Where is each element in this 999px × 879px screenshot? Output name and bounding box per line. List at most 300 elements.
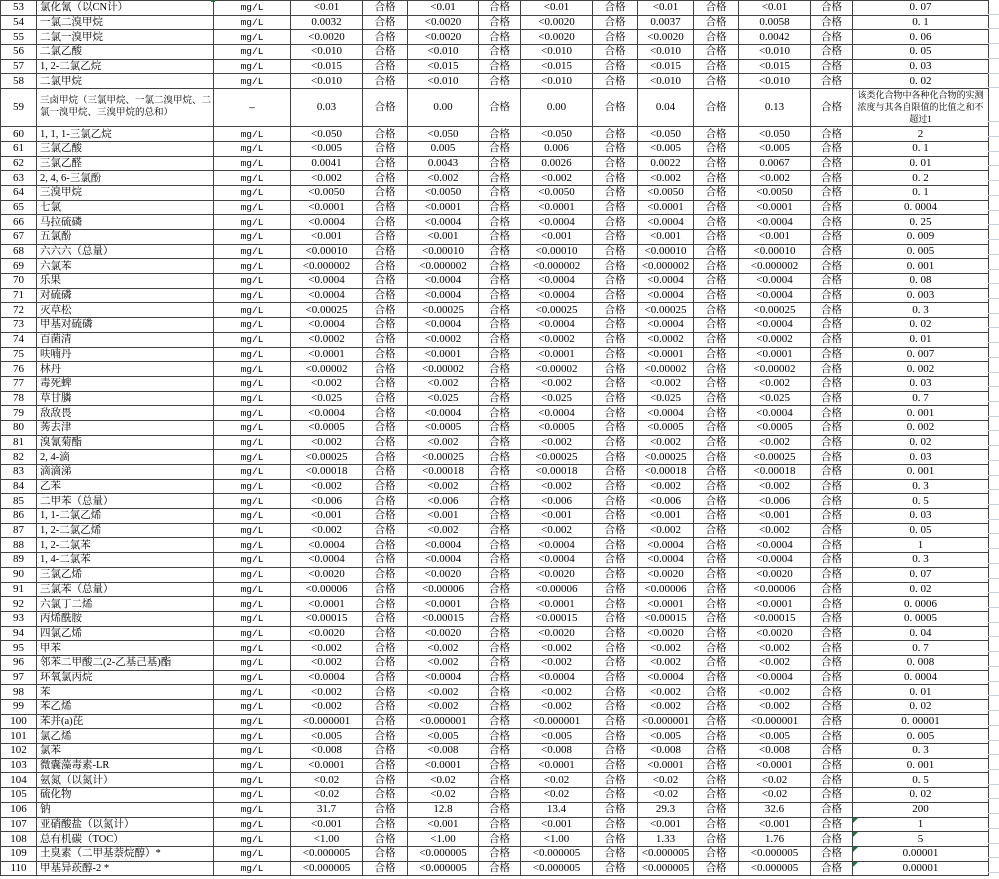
cell-pass-conclusion[interactable]: 合格	[694, 259, 739, 274]
cell-pass-conclusion[interactable]: 合格	[811, 729, 853, 744]
cell-measured-value[interactable]: <0.0004	[739, 318, 811, 333]
cell-pass-conclusion[interactable]: 合格	[479, 288, 521, 303]
cell-measured-value[interactable]: <0.0020	[291, 567, 363, 582]
cell-measured-value[interactable]: <0.010	[408, 45, 479, 60]
cell-parameter-name[interactable]: 三氯乙醛	[37, 156, 214, 171]
cell-measured-value[interactable]: <0.006	[638, 494, 694, 509]
cell-parameter-name[interactable]: 土臭素（二甲基萘烷醇）*	[37, 846, 214, 861]
cell-measured-value[interactable]: <0.005	[291, 141, 363, 156]
cell-pass-conclusion[interactable]: 合格	[593, 259, 638, 274]
cell-measured-value[interactable]: <0.0004	[408, 670, 479, 685]
cell-measured-value[interactable]: <0.00018	[739, 465, 811, 480]
cell-pass-conclusion[interactable]: 合格	[811, 626, 853, 641]
cell-pass-conclusion[interactable]: 合格	[593, 347, 638, 362]
cell-pass-conclusion[interactable]: 合格	[811, 156, 853, 171]
cell-parameter-name[interactable]: 1, 4-二氯苯	[37, 553, 214, 568]
cell-measured-value[interactable]: <0.0004	[739, 215, 811, 230]
cell-row-number[interactable]: 55	[1, 30, 37, 45]
cell-measured-value[interactable]: <0.0004	[291, 318, 363, 333]
cell-limit-value[interactable]: 0. 008	[853, 655, 989, 670]
empty-grid-cell[interactable]	[988, 122, 999, 137]
cell-measured-value[interactable]: <0.0004	[521, 538, 593, 553]
cell-parameter-name[interactable]: 六六六（总量）	[37, 244, 214, 259]
cell-parameter-name[interactable]: 林丹	[37, 362, 214, 377]
empty-grid-cell[interactable]	[988, 755, 999, 770]
cell-row-number[interactable]: 97	[1, 670, 37, 685]
cell-row-number[interactable]: 93	[1, 611, 37, 626]
cell-measured-value[interactable]: <0.0004	[739, 288, 811, 303]
cell-pass-conclusion[interactable]: 合格	[694, 670, 739, 685]
cell-measured-value[interactable]: <0.002	[291, 700, 363, 715]
cell-pass-conclusion[interactable]: 合格	[593, 611, 638, 626]
cell-row-number[interactable]: 92	[1, 597, 37, 612]
empty-grid-cell[interactable]	[988, 682, 999, 697]
cell-measured-value[interactable]: <0.0004	[638, 670, 694, 685]
cell-measured-value[interactable]: <0.015	[739, 59, 811, 74]
cell-pass-conclusion[interactable]: 合格	[593, 817, 638, 832]
cell-measured-value[interactable]: <0.0001	[291, 597, 363, 612]
cell-parameter-name[interactable]: 敌敌畏	[37, 406, 214, 421]
cell-pass-conclusion[interactable]: 合格	[593, 200, 638, 215]
cell-measured-value[interactable]: <0.0002	[408, 332, 479, 347]
cell-measured-value[interactable]: <0.002	[291, 435, 363, 450]
cell-parameter-name[interactable]: 六氯苯	[37, 259, 214, 274]
cell-unit[interactable]: mg/L	[214, 670, 291, 685]
cell-measured-value[interactable]: <0.00015	[521, 611, 593, 626]
cell-unit[interactable]: mg/L	[214, 15, 291, 30]
cell-measured-value[interactable]: <0.002	[408, 655, 479, 670]
cell-pass-conclusion[interactable]: 合格	[363, 244, 408, 259]
empty-grid-cell[interactable]	[988, 255, 999, 270]
empty-grid-cell[interactable]	[988, 373, 999, 388]
cell-measured-value[interactable]: 0.13	[739, 89, 811, 127]
cell-limit-value[interactable]: 0. 07	[853, 1, 989, 16]
cell-row-number[interactable]: 91	[1, 582, 37, 597]
cell-pass-conclusion[interactable]: 合格	[363, 141, 408, 156]
empty-grid-cell[interactable]	[988, 770, 999, 785]
cell-parameter-name[interactable]: 亚硝酸盐（以氮计）	[37, 817, 214, 832]
cell-measured-value[interactable]: <0.000005	[521, 861, 593, 876]
cell-pass-conclusion[interactable]: 合格	[593, 30, 638, 45]
cell-measured-value[interactable]: <0.0004	[291, 670, 363, 685]
cell-row-number[interactable]: 86	[1, 509, 37, 524]
cell-measured-value[interactable]: <0.00006	[638, 582, 694, 597]
cell-parameter-name[interactable]: 五氯酚	[37, 230, 214, 245]
cell-pass-conclusion[interactable]: 合格	[811, 127, 853, 142]
cell-parameter-name[interactable]: 三氯乙烯	[37, 567, 214, 582]
cell-measured-value[interactable]: <0.005	[408, 729, 479, 744]
cell-limit-value[interactable]: 0. 1	[853, 141, 989, 156]
cell-measured-value[interactable]: <0.0005	[638, 420, 694, 435]
empty-grid-cell[interactable]	[988, 505, 999, 520]
cell-measured-value[interactable]: <0.0004	[521, 288, 593, 303]
cell-pass-conclusion[interactable]: 合格	[363, 200, 408, 215]
cell-measured-value[interactable]: <0.00025	[291, 303, 363, 318]
cell-unit[interactable]: mg/L	[214, 376, 291, 391]
cell-measured-value[interactable]: <0.0004	[521, 553, 593, 568]
cell-pass-conclusion[interactable]: 合格	[811, 274, 853, 289]
cell-measured-value[interactable]: <0.006	[739, 494, 811, 509]
cell-measured-value[interactable]: 0.0067	[739, 156, 811, 171]
cell-measured-value[interactable]: <0.00002	[638, 362, 694, 377]
cell-pass-conclusion[interactable]: 合格	[479, 435, 521, 450]
cell-limit-value[interactable]: 0. 01	[853, 332, 989, 347]
cell-pass-conclusion[interactable]: 合格	[593, 714, 638, 729]
cell-measured-value[interactable]: <0.0001	[408, 597, 479, 612]
cell-unit[interactable]: mg/L	[214, 244, 291, 259]
cell-parameter-name[interactable]: 微囊藻毒素-LR	[37, 758, 214, 773]
empty-grid-cell[interactable]	[988, 15, 999, 30]
cell-measured-value[interactable]: <0.010	[408, 74, 479, 89]
cell-limit-value[interactable]: 0. 2	[853, 171, 989, 186]
cell-measured-value[interactable]: <0.00015	[638, 611, 694, 626]
cell-measured-value[interactable]: <0.005	[739, 729, 811, 744]
cell-pass-conclusion[interactable]: 合格	[479, 318, 521, 333]
cell-pass-conclusion[interactable]: 合格	[694, 846, 739, 861]
cell-measured-value[interactable]: <0.001	[739, 509, 811, 524]
cell-parameter-name[interactable]: 三氯苯（总量）	[37, 582, 214, 597]
cell-pass-conclusion[interactable]: 合格	[479, 509, 521, 524]
cell-pass-conclusion[interactable]: 合格	[694, 215, 739, 230]
cell-measured-value[interactable]: <0.002	[638, 171, 694, 186]
cell-measured-value[interactable]: <0.0005	[291, 420, 363, 435]
cell-pass-conclusion[interactable]: 合格	[593, 89, 638, 127]
cell-pass-conclusion[interactable]: 合格	[479, 74, 521, 89]
cell-pass-conclusion[interactable]: 合格	[811, 817, 853, 832]
cell-pass-conclusion[interactable]: 合格	[593, 773, 638, 788]
cell-measured-value[interactable]: <0.000001	[291, 714, 363, 729]
cell-pass-conclusion[interactable]: 合格	[811, 861, 853, 876]
cell-measured-value[interactable]: <1.00	[408, 832, 479, 847]
cell-pass-conclusion[interactable]: 合格	[694, 200, 739, 215]
empty-grid-cell[interactable]	[988, 829, 999, 844]
cell-unit[interactable]: mg/L	[214, 274, 291, 289]
cell-limit-value[interactable]: 0. 02	[853, 74, 989, 89]
cell-measured-value[interactable]: <0.002	[638, 479, 694, 494]
cell-measured-value[interactable]: <0.02	[739, 773, 811, 788]
cell-unit[interactable]: mg/L	[214, 1, 291, 16]
cell-unit[interactable]: mg/L	[214, 773, 291, 788]
cell-limit-value[interactable]: 0. 1	[853, 15, 989, 30]
cell-pass-conclusion[interactable]: 合格	[363, 45, 408, 60]
cell-measured-value[interactable]: <0.0005	[739, 420, 811, 435]
empty-grid-cell[interactable]	[988, 270, 999, 285]
cell-pass-conclusion[interactable]: 合格	[363, 171, 408, 186]
cell-unit[interactable]: mg/L	[214, 362, 291, 377]
cell-measured-value[interactable]: <0.0002	[521, 332, 593, 347]
cell-measured-value[interactable]: 1.33	[638, 832, 694, 847]
cell-measured-value[interactable]: <0.0020	[521, 15, 593, 30]
cell-measured-value[interactable]: <0.0001	[521, 758, 593, 773]
cell-pass-conclusion[interactable]: 合格	[811, 376, 853, 391]
cell-row-number[interactable]: 76	[1, 362, 37, 377]
cell-row-number[interactable]: 87	[1, 523, 37, 538]
cell-unit[interactable]: mg/L	[214, 185, 291, 200]
cell-pass-conclusion[interactable]: 合格	[811, 832, 853, 847]
cell-pass-conclusion[interactable]: 合格	[694, 362, 739, 377]
cell-unit[interactable]: mg/L	[214, 494, 291, 509]
cell-measured-value[interactable]: <0.0020	[291, 626, 363, 641]
cell-parameter-name[interactable]: 1, 1, 1-三氯乙烷	[37, 127, 214, 142]
cell-pass-conclusion[interactable]: 合格	[363, 832, 408, 847]
cell-measured-value[interactable]: <0.006	[408, 494, 479, 509]
cell-measured-value[interactable]: <0.00018	[638, 465, 694, 480]
cell-measured-value[interactable]: 0.03	[291, 89, 363, 127]
cell-measured-value[interactable]: 0.0042	[739, 30, 811, 45]
cell-measured-value[interactable]: <0.002	[291, 655, 363, 670]
cell-unit[interactable]: mg/L	[214, 406, 291, 421]
cell-parameter-name[interactable]: 一氯二溴甲烷	[37, 15, 214, 30]
cell-parameter-name[interactable]: 二氯乙酸	[37, 45, 214, 60]
cell-pass-conclusion[interactable]: 合格	[811, 773, 853, 788]
cell-measured-value[interactable]: <0.001	[739, 230, 811, 245]
cell-limit-value[interactable]: 0. 00001	[853, 714, 989, 729]
cell-measured-value[interactable]: <0.002	[291, 376, 363, 391]
cell-parameter-name[interactable]: 四氯乙烯	[37, 626, 214, 641]
cell-measured-value[interactable]: <0.001	[408, 509, 479, 524]
cell-pass-conclusion[interactable]: 合格	[811, 15, 853, 30]
cell-row-number[interactable]: 80	[1, 420, 37, 435]
cell-pass-conclusion[interactable]: 合格	[593, 156, 638, 171]
cell-measured-value[interactable]: 32.6	[739, 802, 811, 817]
cell-measured-value[interactable]: <0.0020	[739, 626, 811, 641]
cell-pass-conclusion[interactable]: 合格	[811, 332, 853, 347]
cell-measured-value[interactable]: <0.01	[521, 1, 593, 16]
cell-pass-conclusion[interactable]: 合格	[479, 700, 521, 715]
empty-grid-cell[interactable]	[988, 799, 999, 814]
cell-pass-conclusion[interactable]: 合格	[694, 744, 739, 759]
empty-grid-cell[interactable]	[988, 711, 999, 726]
cell-pass-conclusion[interactable]: 合格	[479, 259, 521, 274]
cell-measured-value[interactable]: <0.001	[739, 817, 811, 832]
cell-limit-value[interactable]: 0. 01	[853, 156, 989, 171]
cell-measured-value[interactable]: <0.00025	[739, 303, 811, 318]
empty-grid-cell[interactable]	[988, 741, 999, 756]
cell-pass-conclusion[interactable]: 合格	[811, 597, 853, 612]
cell-measured-value[interactable]: <0.0002	[291, 332, 363, 347]
cell-pass-conclusion[interactable]: 合格	[811, 362, 853, 377]
empty-grid-cell[interactable]	[988, 152, 999, 167]
cell-pass-conclusion[interactable]: 合格	[479, 729, 521, 744]
cell-pass-conclusion[interactable]: 合格	[593, 729, 638, 744]
cell-measured-value[interactable]: <0.0004	[521, 318, 593, 333]
cell-pass-conclusion[interactable]: 合格	[363, 230, 408, 245]
cell-measured-value[interactable]: <0.002	[408, 479, 479, 494]
cell-pass-conclusion[interactable]: 合格	[363, 127, 408, 142]
cell-pass-conclusion[interactable]: 合格	[694, 626, 739, 641]
cell-limit-value[interactable]: 0.00001	[853, 861, 989, 876]
cell-row-number[interactable]: 60	[1, 127, 37, 142]
cell-pass-conclusion[interactable]: 合格	[363, 861, 408, 876]
cell-row-number[interactable]: 69	[1, 259, 37, 274]
cell-parameter-name[interactable]: 氯乙烯	[37, 729, 214, 744]
cell-pass-conclusion[interactable]: 合格	[593, 567, 638, 582]
cell-pass-conclusion[interactable]: 合格	[593, 788, 638, 803]
cell-limit-value[interactable]: 0. 03	[853, 509, 989, 524]
empty-grid-cell[interactable]	[988, 696, 999, 711]
cell-measured-value[interactable]: 0.0058	[739, 15, 811, 30]
cell-measured-value[interactable]: 0.006	[521, 141, 593, 156]
cell-measured-value[interactable]: <0.001	[521, 230, 593, 245]
cell-pass-conclusion[interactable]: 合格	[811, 230, 853, 245]
cell-measured-value[interactable]: <0.0004	[521, 670, 593, 685]
empty-grid-cell[interactable]	[988, 579, 999, 594]
cell-pass-conclusion[interactable]: 合格	[363, 185, 408, 200]
cell-limit-value[interactable]: 0. 02	[853, 700, 989, 715]
cell-pass-conclusion[interactable]: 合格	[593, 832, 638, 847]
cell-pass-conclusion[interactable]: 合格	[363, 817, 408, 832]
cell-limit-value[interactable]: 0. 009	[853, 230, 989, 245]
cell-measured-value[interactable]: 0.0041	[291, 156, 363, 171]
empty-grid-cell[interactable]	[988, 564, 999, 579]
cell-unit[interactable]: mg/L	[214, 200, 291, 215]
cell-measured-value[interactable]: <0.005	[521, 729, 593, 744]
cell-limit-value[interactable]: 0. 7	[853, 641, 989, 656]
cell-limit-value[interactable]: 0. 06	[853, 30, 989, 45]
cell-pass-conclusion[interactable]: 合格	[479, 846, 521, 861]
cell-pass-conclusion[interactable]: 合格	[694, 553, 739, 568]
cell-measured-value[interactable]: 0.0022	[638, 156, 694, 171]
cell-pass-conclusion[interactable]: 合格	[593, 523, 638, 538]
cell-measured-value[interactable]: <0.000005	[291, 846, 363, 861]
cell-pass-conclusion[interactable]: 合格	[694, 817, 739, 832]
cell-row-number[interactable]: 63	[1, 171, 37, 186]
cell-pass-conclusion[interactable]: 合格	[811, 700, 853, 715]
cell-measured-value[interactable]: <0.00018	[408, 465, 479, 480]
cell-row-number[interactable]: 89	[1, 553, 37, 568]
cell-parameter-name[interactable]: 三卤甲烷（三氯甲烷、一氯二溴甲烷、二氯一溴甲烷、三溴甲烷的总和）	[37, 89, 214, 127]
cell-row-number[interactable]: 77	[1, 376, 37, 391]
cell-pass-conclusion[interactable]: 合格	[479, 156, 521, 171]
cell-measured-value[interactable]: <0.00010	[291, 244, 363, 259]
cell-parameter-name[interactable]: 甲基对硫磷	[37, 318, 214, 333]
cell-measured-value[interactable]: <0.002	[521, 685, 593, 700]
cell-pass-conclusion[interactable]: 合格	[479, 391, 521, 406]
cell-limit-value[interactable]: 0. 001	[853, 259, 989, 274]
cell-pass-conclusion[interactable]: 合格	[479, 59, 521, 74]
cell-parameter-name[interactable]: 三溴甲烷	[37, 185, 214, 200]
cell-limit-value[interactable]: 0. 007	[853, 347, 989, 362]
cell-measured-value[interactable]: <0.0004	[291, 274, 363, 289]
cell-pass-conclusion[interactable]: 合格	[479, 817, 521, 832]
cell-measured-value[interactable]: <0.00025	[408, 450, 479, 465]
cell-measured-value[interactable]: <0.0001	[739, 347, 811, 362]
cell-measured-value[interactable]: <0.005	[291, 729, 363, 744]
cell-row-number[interactable]: 102	[1, 744, 37, 759]
cell-parameter-name[interactable]: 二甲苯（总量）	[37, 494, 214, 509]
cell-limit-value[interactable]: 0. 0004	[853, 200, 989, 215]
cell-measured-value[interactable]: <0.050	[408, 127, 479, 142]
cell-parameter-name[interactable]: 环氧氯丙烷	[37, 670, 214, 685]
cell-pass-conclusion[interactable]: 合格	[363, 494, 408, 509]
cell-measured-value[interactable]: <0.02	[638, 788, 694, 803]
cell-measured-value[interactable]: <0.00010	[408, 244, 479, 259]
cell-unit[interactable]: mg/L	[214, 318, 291, 333]
cell-pass-conclusion[interactable]: 合格	[479, 523, 521, 538]
cell-row-number[interactable]: 65	[1, 200, 37, 215]
cell-pass-conclusion[interactable]: 合格	[593, 626, 638, 641]
cell-pass-conclusion[interactable]: 合格	[593, 127, 638, 142]
cell-row-number[interactable]: 94	[1, 626, 37, 641]
cell-unit[interactable]: mg/L	[214, 597, 291, 612]
cell-pass-conclusion[interactable]: 合格	[479, 641, 521, 656]
cell-unit[interactable]: mg/L	[214, 450, 291, 465]
cell-pass-conclusion[interactable]: 合格	[593, 685, 638, 700]
cell-pass-conclusion[interactable]: 合格	[811, 802, 853, 817]
cell-measured-value[interactable]: <0.000001	[521, 714, 593, 729]
cell-pass-conclusion[interactable]: 合格	[694, 465, 739, 480]
cell-unit[interactable]: mg/L	[214, 758, 291, 773]
cell-measured-value[interactable]: <0.0004	[408, 553, 479, 568]
cell-pass-conclusion[interactable]: 合格	[811, 406, 853, 421]
cell-parameter-name[interactable]: 苯	[37, 685, 214, 700]
cell-pass-conclusion[interactable]: 合格	[694, 509, 739, 524]
cell-unit[interactable]: mg/L	[214, 435, 291, 450]
cell-measured-value[interactable]: <0.00006	[291, 582, 363, 597]
cell-row-number[interactable]: 56	[1, 45, 37, 60]
cell-measured-value[interactable]: <0.002	[739, 641, 811, 656]
cell-limit-value[interactable]: 0. 04	[853, 626, 989, 641]
cell-measured-value[interactable]: <0.0002	[739, 332, 811, 347]
cell-pass-conclusion[interactable]: 合格	[694, 597, 739, 612]
cell-measured-value[interactable]: <0.0020	[408, 626, 479, 641]
cell-parameter-name[interactable]: 溴氰菊酯	[37, 435, 214, 450]
cell-measured-value[interactable]: <0.0001	[291, 758, 363, 773]
cell-pass-conclusion[interactable]: 合格	[479, 744, 521, 759]
cell-pass-conclusion[interactable]: 合格	[593, 376, 638, 391]
cell-row-number[interactable]: 74	[1, 332, 37, 347]
cell-pass-conclusion[interactable]: 合格	[593, 479, 638, 494]
cell-measured-value[interactable]: <0.000005	[291, 861, 363, 876]
cell-pass-conclusion[interactable]: 合格	[363, 259, 408, 274]
cell-limit-value[interactable]: 2	[853, 127, 989, 142]
cell-measured-value[interactable]: <0.001	[521, 817, 593, 832]
cell-measured-value[interactable]: <0.0001	[408, 758, 479, 773]
cell-pass-conclusion[interactable]: 合格	[363, 700, 408, 715]
cell-parameter-name[interactable]: 三氯乙酸	[37, 141, 214, 156]
cell-pass-conclusion[interactable]: 合格	[479, 185, 521, 200]
cell-row-number[interactable]: 81	[1, 435, 37, 450]
cell-limit-value[interactable]: 0. 03	[853, 376, 989, 391]
cell-measured-value[interactable]: <0.000002	[739, 259, 811, 274]
cell-parameter-name[interactable]: 甲基异莰醇-2 *	[37, 861, 214, 876]
cell-measured-value[interactable]: <0.0020	[638, 30, 694, 45]
cell-measured-value[interactable]: <0.02	[521, 788, 593, 803]
empty-grid-cell[interactable]	[988, 608, 999, 623]
cell-parameter-name[interactable]: 氯化氰（以CN计）	[37, 1, 214, 16]
cell-pass-conclusion[interactable]: 合格	[479, 450, 521, 465]
cell-measured-value[interactable]: <0.0050	[638, 185, 694, 200]
cell-pass-conclusion[interactable]: 合格	[363, 15, 408, 30]
empty-grid-cell[interactable]	[988, 137, 999, 152]
cell-parameter-name[interactable]: 1, 2-二氯苯	[37, 538, 214, 553]
cell-measured-value[interactable]: <1.00	[521, 832, 593, 847]
cell-pass-conclusion[interactable]: 合格	[479, 30, 521, 45]
cell-row-number[interactable]: 57	[1, 59, 37, 74]
cell-limit-value[interactable]: 0. 001	[853, 406, 989, 421]
empty-grid-cell[interactable]	[988, 652, 999, 667]
cell-measured-value[interactable]: <0.015	[291, 59, 363, 74]
cell-pass-conclusion[interactable]: 合格	[479, 611, 521, 626]
cell-measured-value[interactable]: <0.00025	[638, 450, 694, 465]
cell-measured-value[interactable]: <0.0001	[638, 758, 694, 773]
cell-measured-value[interactable]: <0.002	[408, 376, 479, 391]
cell-limit-value[interactable]: 0. 5	[853, 773, 989, 788]
cell-measured-value[interactable]: <0.0004	[291, 406, 363, 421]
cell-limit-value[interactable]: 0. 002	[853, 362, 989, 377]
cell-unit[interactable]: mg/L	[214, 509, 291, 524]
cell-limit-value[interactable]: 0. 3	[853, 744, 989, 759]
